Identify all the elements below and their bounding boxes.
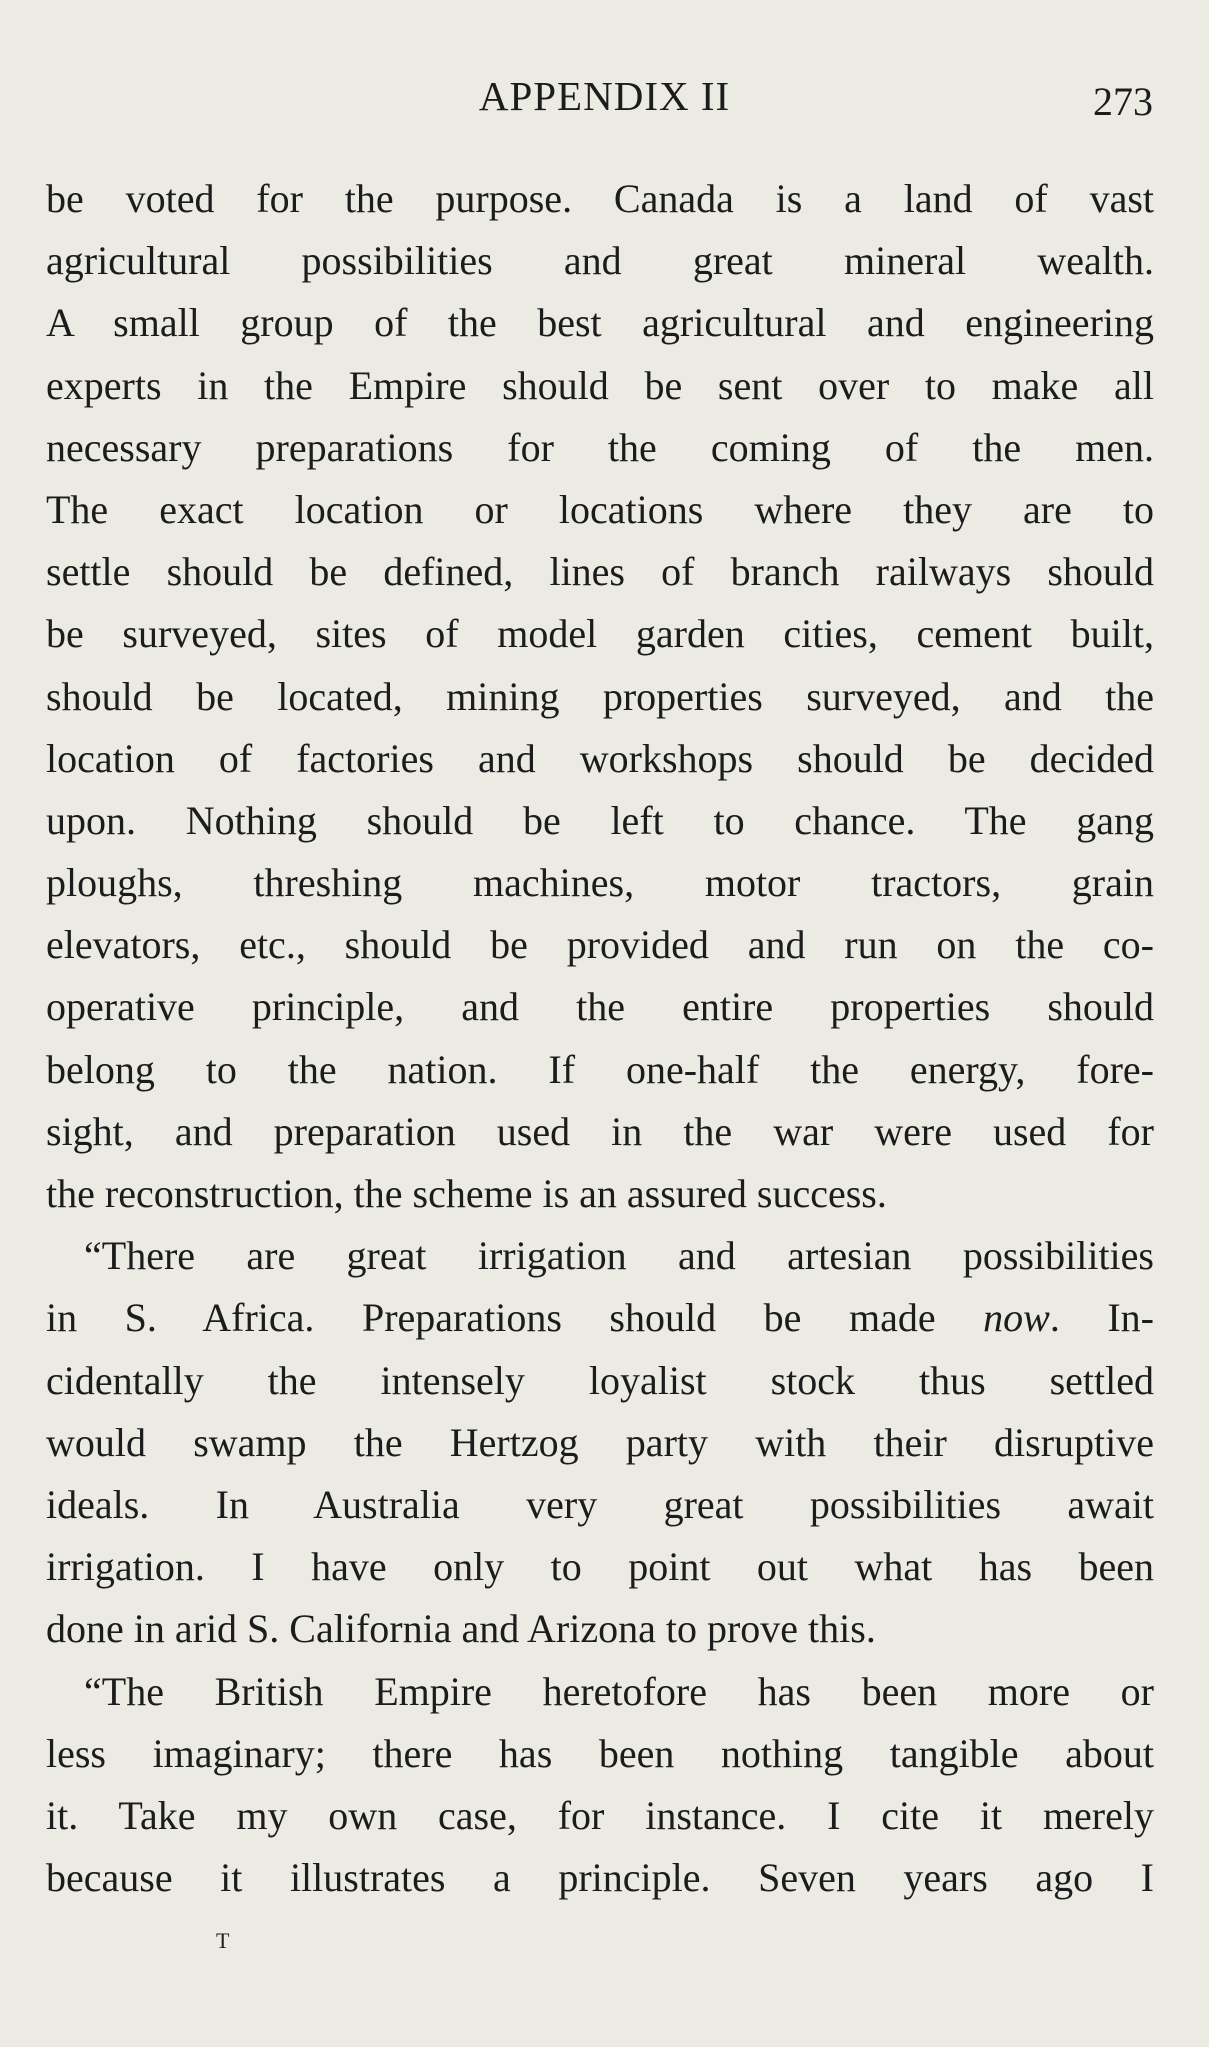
running-head: [0, 66, 1209, 126]
text-line: should be located, mining properties surveyed, and the: [46, 673, 1154, 719]
text-line: less imaginary; there has been nothing tangible about: [46, 1730, 1154, 1776]
text-line: ploughs, threshing machines, motor tractors, grain: [46, 860, 1154, 906]
text-line: necessary preparations for the coming of the men.: [46, 424, 1154, 470]
text-line: irrigation. I have only to point out what has been: [46, 1544, 1154, 1590]
text-line: “The British Empire heretofore has been more or: [84, 1668, 1154, 1714]
text-line: sight, and preparation used in the war were used for: [46, 1108, 1154, 1154]
text-line: done in arid S. California and Arizona to prove this.: [46, 1606, 876, 1652]
text-line: agricultural possibilities and great mineral wealth.: [46, 238, 1154, 284]
text-line: would swamp the Hertzog party with their disruptive: [46, 1419, 1154, 1465]
page-number: 273: [1093, 79, 1153, 124]
text-line: “There are great irrigation and artesian possibilities: [84, 1233, 1154, 1279]
text-line: the reconstruction, the scheme is an assured success.: [46, 1171, 887, 1216]
text-line: experts in the Empire should be sent over to make all: [46, 362, 1154, 408]
emphasis: now: [983, 1295, 1050, 1341]
text-line: upon. Nothing should be left to chance. The gang: [46, 797, 1154, 843]
text-line: be voted for the purpose. Canada is a land of vast: [46, 176, 1154, 221]
body-text: [46, 168, 1154, 1909]
text-line: ideals. In Australia very great possibilities await: [46, 1481, 1154, 1527]
text-line: in S. Africa. Preparations should be made now. In-: [46, 1295, 1154, 1341]
running-title: APPENDIX II: [478, 73, 731, 119]
text-line: cidentally the intensely loyalist stock thus settled: [46, 1357, 1154, 1403]
text-line: settle should be defined, lines of branch railways should: [46, 549, 1154, 595]
text-line: because it illustrates a principle. Seven years ago I: [46, 1855, 1154, 1901]
text-line: The exact location or locations where they are to: [46, 486, 1154, 532]
text-line: A small group of the best agricultural and engineering: [46, 300, 1154, 346]
text-line: operative principle, and the entire properties should: [46, 984, 1154, 1030]
text-line: location of factories and workshops should be decided: [46, 735, 1154, 781]
text-line: be surveyed, sites of model garden cities, cement built,: [46, 611, 1154, 657]
text-line: it. Take my own case, for instance. I cite it merely: [46, 1792, 1154, 1838]
text-line: belong to the nation. If one-half the energy, fore-: [46, 1046, 1154, 1092]
text-line: elevators, etc., should be provided and run on the co-: [46, 922, 1154, 968]
signature-mark: T: [216, 1928, 231, 1953]
